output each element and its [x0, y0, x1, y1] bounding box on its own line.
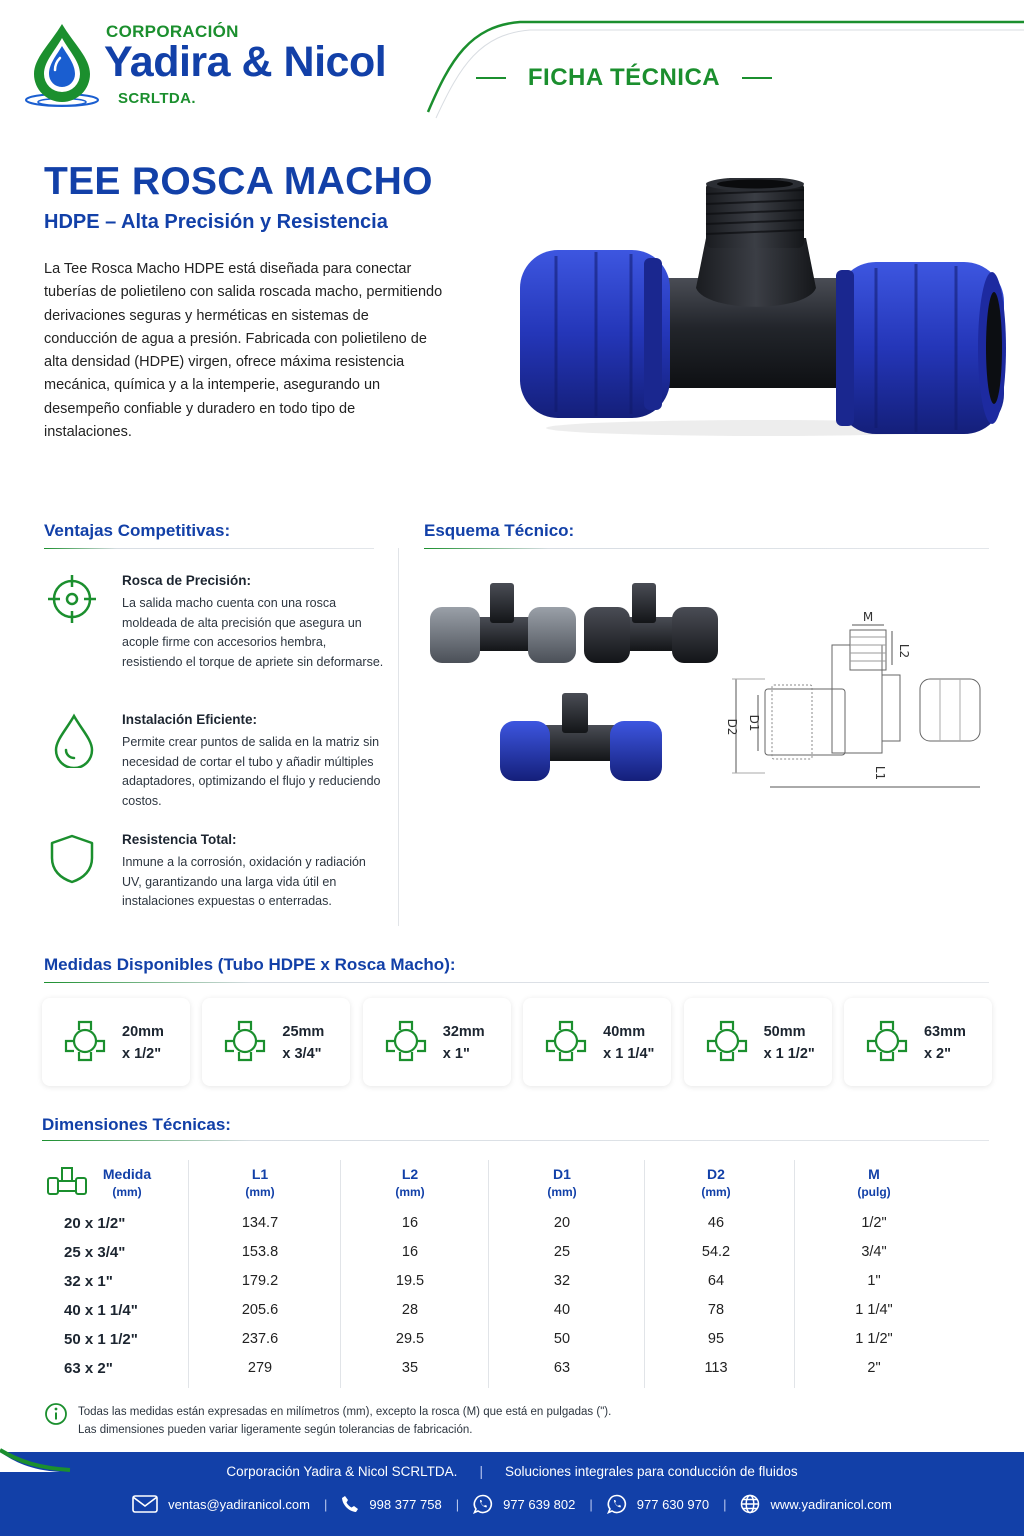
table-cell: 35 — [401, 1360, 419, 1376]
size-card — [523, 998, 671, 1086]
size-mm: 63mm — [923, 1024, 966, 1040]
table-cell-medida: 63 x 2" — [64, 1360, 113, 1377]
size-mm: 25mm — [282, 1024, 325, 1040]
tee-icon — [46, 1164, 88, 1198]
ficha-text: FICHA TÉCNICA — [527, 64, 721, 91]
schema-rule — [424, 548, 989, 549]
footer-phone-text: 998 377 758 — [369, 1496, 442, 1512]
column-divider — [398, 548, 399, 926]
footer-whatsapp-2-text: 977 630 970 — [636, 1496, 710, 1512]
advantage-title: Rosca de Precisión: — [122, 573, 252, 588]
fitting-icon — [62, 1018, 108, 1064]
table-cell: 153.8 — [241, 1244, 279, 1260]
footer-whatsapp-1[interactable] — [473, 1494, 575, 1514]
column-line — [644, 1160, 645, 1388]
footer-divider: | — [723, 1496, 727, 1512]
table-cell: 2" — [867, 1360, 881, 1376]
footer-phone[interactable] — [341, 1495, 441, 1513]
size-mm: 50mm — [763, 1024, 806, 1040]
dimension-drawing — [732, 625, 980, 787]
size-card — [684, 998, 832, 1086]
note-text — [78, 1403, 778, 1439]
water-drop-logo-icon — [22, 18, 102, 110]
table-cell: 113 — [704, 1360, 728, 1376]
footer-divider: | — [479, 1464, 483, 1479]
header-l1-unit: (mm) — [245, 1185, 275, 1199]
schema-label-l1: L1 — [873, 765, 887, 781]
size-mm: 40mm — [603, 1024, 646, 1040]
column-line — [794, 1160, 795, 1388]
table-cell: 19.5 — [395, 1273, 425, 1289]
table-cell: 3/4" — [861, 1244, 887, 1260]
sizes-rule — [44, 982, 989, 983]
tee-variant-grey — [430, 583, 576, 663]
table-cell: 25 — [553, 1244, 571, 1260]
header-d2: D2 — [707, 1166, 725, 1182]
advantage-item — [44, 712, 384, 812]
advantage-text: Permite crear puntos de salida en la matriz sin necesidad de cortar el tubo y añadir múltiples adaptadores, optimizando el flujo y reduciendo costos. — [122, 735, 381, 808]
column-line — [188, 1160, 189, 1388]
advantages-heading: Ventajas Competitivas: — [44, 521, 231, 540]
schema-heading: Esquema Técnico: — [424, 521, 575, 540]
table-cell-medida: 20 x 1/2" — [64, 1215, 126, 1232]
shield-icon — [44, 832, 100, 888]
whatsapp-icon — [607, 1494, 627, 1514]
size-inch: x 2" — [923, 1046, 951, 1062]
header-medida: Medida — [102, 1166, 152, 1182]
table-cell: 1" — [867, 1273, 881, 1289]
table-cell: 95 — [707, 1331, 725, 1347]
phone-icon — [341, 1495, 359, 1513]
table-cell: 279 — [247, 1360, 273, 1376]
table-cell: 179.2 — [241, 1273, 279, 1289]
table-cell: 46 — [707, 1215, 725, 1231]
footer-contact-row — [0, 1494, 1024, 1514]
advantage-text: Inmune a la corrosión, oxidación y radiación UV, garantizando una larga vida útil en instalaciones expuestas o enterradas. — [122, 855, 366, 908]
table-cell: 205.6 — [241, 1302, 279, 1318]
table-cell: 29.5 — [395, 1331, 425, 1347]
brand-name: Yadira & Nicol — [104, 38, 387, 86]
schema-label-m: M — [862, 610, 874, 624]
dash-right — [742, 77, 772, 79]
size-inch: x 3/4" — [282, 1046, 322, 1062]
footer-divider: | — [589, 1496, 593, 1512]
header-d1-unit: (mm) — [547, 1185, 577, 1199]
measurement-note — [44, 1402, 612, 1436]
table-cell-medida: 40 x 1 1/4" — [64, 1302, 138, 1319]
schema-label-l2: L2 — [897, 643, 911, 659]
advantage-item — [44, 573, 384, 693]
tee-variant-black — [584, 583, 718, 663]
product-subtitle: HDPE – Alta Precisión y Resistencia — [44, 211, 388, 233]
table-cell: 78 — [707, 1302, 725, 1318]
fitting-icon — [704, 1018, 750, 1064]
size-inch: x 1" — [442, 1046, 470, 1062]
advantage-item — [44, 832, 384, 932]
table-cell: 64 — [707, 1273, 725, 1289]
header-l2-unit: (mm) — [395, 1185, 425, 1199]
advantage-title: Instalación Eficiente: — [122, 712, 258, 727]
advantage-text: La salida macho cuenta con una rosca moldeada de alta precisión que asegura un acople firme con accesorios hembra, resistiendo el torque de apriete sin deformarse. — [122, 596, 384, 669]
whatsapp-icon — [473, 1494, 493, 1514]
size-card — [363, 998, 511, 1086]
table-cell: 1/2" — [861, 1215, 887, 1231]
header-m: M — [868, 1166, 880, 1182]
header-l2: L2 — [401, 1166, 419, 1182]
tee-variant-blue — [500, 693, 662, 781]
size-inch: x 1/2" — [122, 1046, 162, 1062]
column-line — [340, 1160, 341, 1388]
table-cell: 16 — [401, 1215, 419, 1231]
tee-fitting-photo — [516, 178, 1006, 438]
brand-top: CORPORACIÓN — [106, 22, 239, 41]
globe-icon — [740, 1494, 760, 1514]
schema-label-d2: D2 — [725, 718, 739, 736]
water-drop-icon — [44, 712, 100, 768]
size-card — [202, 998, 350, 1086]
footer-company-row — [0, 1464, 1024, 1479]
info-icon — [44, 1402, 68, 1426]
size-card — [844, 998, 992, 1086]
table-cell: 1 1/4" — [855, 1302, 893, 1318]
size-card — [42, 998, 190, 1086]
header-d1: D1 — [553, 1166, 571, 1182]
table-cell: 28 — [401, 1302, 419, 1318]
note-line-1: Todas las medidas están expresadas en milímetros (mm), excepto la rosca (M) que está en pulgadas ("). — [78, 1406, 612, 1418]
size-cards — [42, 998, 992, 1086]
technical-schema — [420, 575, 995, 800]
table-cell: 40 — [553, 1302, 571, 1318]
table-cell: 54.2 — [701, 1244, 731, 1260]
fitting-icon — [864, 1018, 910, 1064]
table-cell-medida: 50 x 1 1/2" — [64, 1331, 138, 1348]
footer-website[interactable] — [740, 1494, 891, 1514]
header — [0, 0, 1024, 130]
footer — [0, 1452, 1024, 1536]
fitting-icon — [383, 1018, 429, 1064]
dimensions-heading: Dimensiones Técnicas: — [42, 1115, 231, 1134]
fitting-icon — [222, 1018, 268, 1064]
table-cell: 63 — [553, 1360, 571, 1376]
table-cell: 134.7 — [241, 1215, 279, 1231]
footer-email-text: ventas@yadiranicol.com — [168, 1496, 310, 1512]
table-cell: 50 — [553, 1331, 571, 1347]
table-cell-medida: 25 x 3/4" — [64, 1244, 126, 1261]
footer-whatsapp-2[interactable] — [607, 1494, 709, 1514]
schema-label-d1: D1 — [747, 714, 761, 732]
header-m-unit: (pulg) — [857, 1185, 891, 1199]
footer-email[interactable] — [132, 1495, 310, 1513]
product-title: TEE ROSCA MACHO — [44, 160, 433, 203]
header-d2-unit: (mm) — [701, 1185, 731, 1199]
footer-divider: | — [324, 1496, 328, 1512]
footer-tagline: Soluciones integrales para conducción de fluidos — [504, 1464, 798, 1479]
footer-website-text: www.yadiranicol.com — [770, 1496, 892, 1512]
header-medida-unit: (mm) — [112, 1185, 142, 1199]
fitting-icon — [543, 1018, 589, 1064]
size-mm: 32mm — [442, 1024, 485, 1040]
size-mm: 20mm — [122, 1024, 164, 1040]
table-cell-medida: 32 x 1" — [64, 1273, 113, 1290]
dimensions-rule — [42, 1140, 989, 1141]
ficha-tecnica-label — [476, 64, 772, 92]
advantages-rule — [44, 548, 374, 549]
footer-company: Corporación Yadira & Nicol SCRLTDA. — [226, 1464, 458, 1479]
table-cell: 20 — [553, 1215, 571, 1231]
size-inch: x 1 1/2" — [763, 1046, 815, 1062]
footer-divider: | — [455, 1496, 460, 1512]
footer-whatsapp-1-text: 977 639 802 — [503, 1496, 576, 1512]
product-description: La Tee Rosca Macho HDPE está diseñada para conectar tuberías de polietileno con salida roscada macho, permitiendo derivaciones seguras y herméticas en sistemas de conducción de agua a presión. Fabricada con polietileno de alta densidad (HDPE) virgen, ofrece máxima resistencia mecánica, química y a la intemperie, asegurando un desempeño confiable y duradero en todo tipo de instalaciones. — [44, 261, 443, 441]
brand-sub: SCRLTDA. — [118, 90, 196, 107]
size-inch: x 1 1/4" — [603, 1046, 655, 1062]
column-line — [488, 1160, 489, 1388]
target-icon — [44, 573, 100, 629]
table-cell: 32 — [553, 1273, 571, 1289]
mail-icon — [132, 1495, 158, 1513]
table-cell: 237.6 — [241, 1331, 279, 1347]
table-cell: 1 1/2" — [855, 1331, 893, 1347]
sizes-heading: Medidas Disponibles (Tubo HDPE x Rosca Macho): — [44, 955, 456, 974]
table-cell: 16 — [401, 1244, 419, 1260]
dash-left — [476, 77, 506, 79]
advantage-title: Resistencia Total: — [122, 832, 237, 847]
note-line-2: Las dimensiones pueden variar ligeramente según tolerancias de fabricación. — [78, 1424, 473, 1436]
header-l1: L1 — [251, 1166, 269, 1182]
